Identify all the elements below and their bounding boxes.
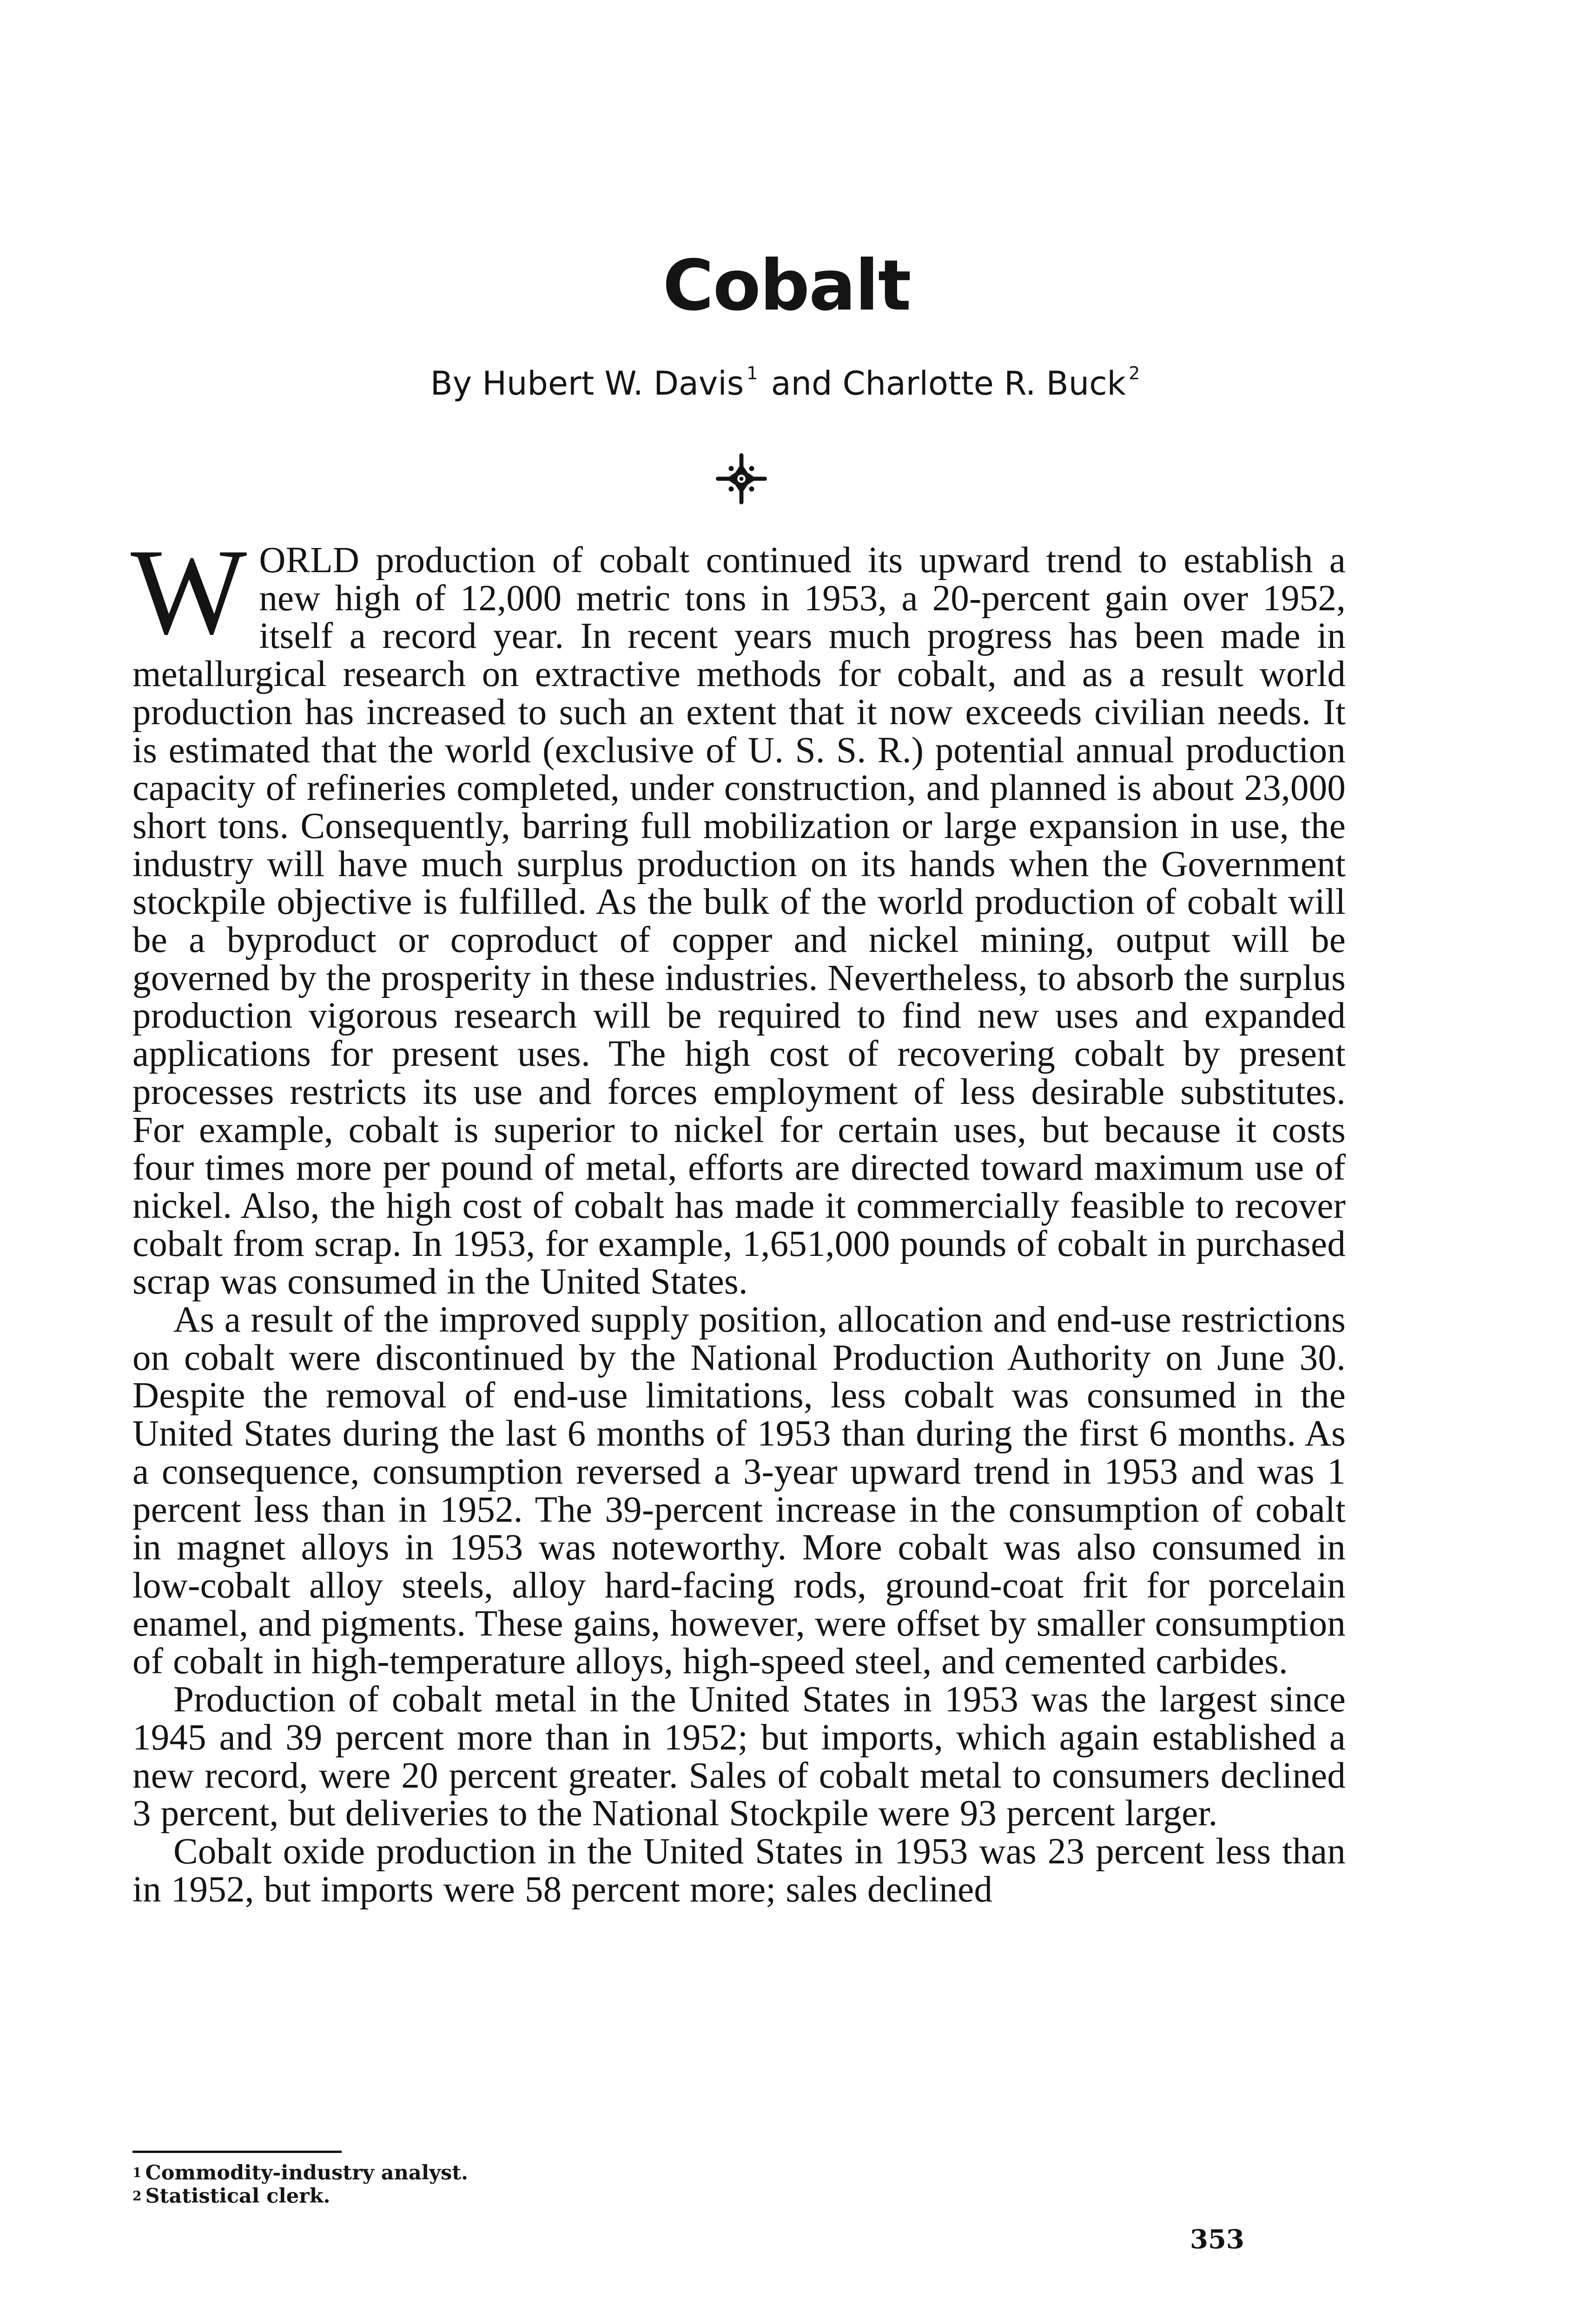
footnote-ref-2: 2: [1129, 363, 1140, 383]
article-title: Cobalt: [662, 245, 911, 326]
footnote-ref-1: 1: [747, 363, 758, 383]
byline-author-2: and Charlotte R. Buck: [771, 364, 1126, 403]
ornament-icon: [716, 453, 767, 504]
paragraph-3: Production of cobalt metal in the United States in 1953 was the largest since 1945 and 39 percent more than in 1952; but imports, which again established a new record, were 20 percent greater. Sales of cobalt metal to consumers declined 3 percent, but deliveries to the National Stockpile were 93 percent larger.: [132, 1679, 1346, 1834]
page-number: 353: [1190, 2224, 1244, 2255]
paragraph-1: [131, 524, 1346, 1302]
footnote-mark: 1: [132, 2165, 142, 2180]
byline: [0, 363, 1573, 403]
footnote-mark: 2: [132, 2188, 142, 2204]
footnotes: [132, 2161, 468, 2208]
footnote-divider: [132, 2151, 342, 2153]
byline-author-1: By Hubert W. Davis: [430, 364, 744, 403]
paragraph-4: Cobalt oxide production in the United States in 1953 was 23 percent less than in 1952, but imports were 58 percent more; sales declined: [132, 1831, 1346, 1910]
footnote-text: Statistical clerk.: [145, 2185, 330, 2208]
paragraph-1-text: ORLD production of cobalt continued its upward trend to establish a new high of 12,000 metric tons in 1953, a 20-percent gain over 1952, itself a record year. In recent years much progress has been made in metallurgical research on extractive methods for cobalt, and as a result world production has increased to such an extent that it now exceeds civilian needs. It is estimated that the world (exclusive of U. S. S. R.) potential annual production capacity of refineries completed, under construction, and planned is about 23,000 short tons. Consequently, barring full mobilization or large expansion in use, the industry will have much surplus production on its hands when the Government stockpile objective is fulfilled. As the bulk of the world production of cobalt will be a byproduct or coproduct of copper and nickel mining, output will be governed by the prosperity in these industries. Nevertheless, to absorb the surplus production vigorous research will be required to find new uses and expanded applications for present uses. The high cost of recovering cobalt by present processes restricts its use and forces employment of less desirable substitutes. For example, cobalt is superior to nickel for certain uses, but because it costs four times more per pound of metal, efforts are directed toward maximum use of nickel. Also, the high cost of cobalt has made it commercially feasible to recover cobalt from scrap. In 1953, for example, 1,651,000 pounds of cobalt in purchased scrap was consumed in the United States.: [132, 540, 1346, 1302]
paragraph-2: As a result of the improved supply position, allocation and end-use restrictions on cobalt were discontinued by the National Production Authority on June 30. Despite the removal of end-use limitations, less cobalt was consumed in the United States during the last 6 months of 1953 than during the first 6 months. As a consequence, consumption reversed a 3-year upward trend in 1953 and was 1 percent less than in 1952. The 39-percent increase in the consumption of cobalt in magnet alloys in 1953 was noteworthy. More cobalt was also consumed in low-cobalt alloy steels, alloy hard-facing rods, ground-coat frit for porcelain enamel, and pigments. These gains, however, were offset by smaller consumption of cobalt in high-temperature alloys, high-speed steel, and cemented carbides.: [132, 1300, 1346, 1682]
footnote-1: [132, 2161, 468, 2185]
article-body: [131, 524, 1346, 1910]
footnote-2: [132, 2185, 468, 2208]
footnote-text: Commodity-industry analyst.: [145, 2161, 469, 2185]
drop-cap: W: [131, 524, 247, 660]
